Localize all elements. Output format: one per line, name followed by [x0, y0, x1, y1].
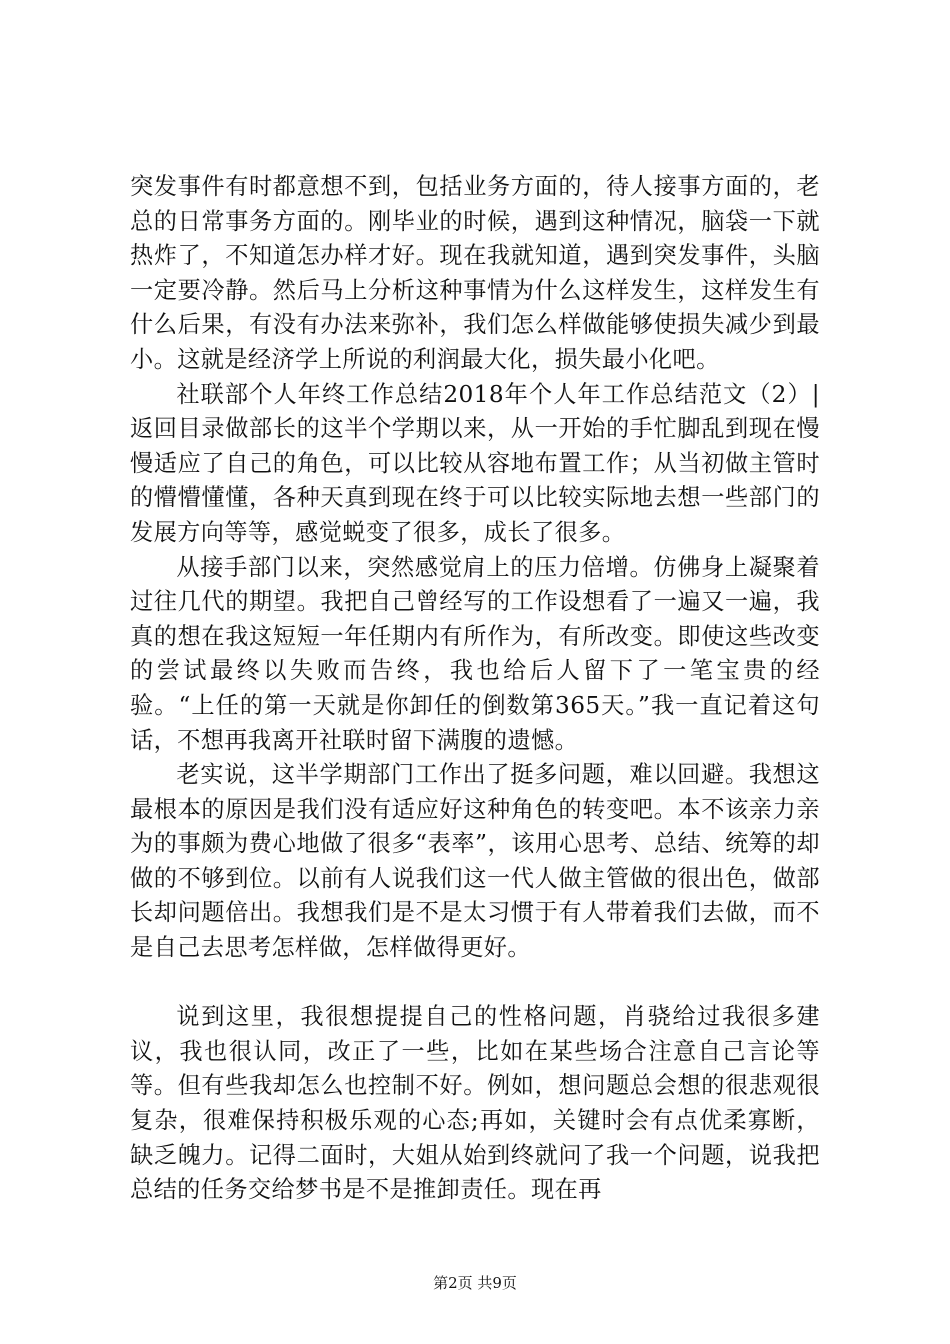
paragraph-2: 社联部个人年终工作总结2018年个人年工作总结范文（2）|返回目录做部长的这半个学期以来，从一开始的手忙脚乱到现在慢慢适应了自己的角色，可以比较从容地布置工作；从当初做主管时的懵懵懂懂，各种天真到现在终于可以比较实际地去想一些部门的发展方向等等，感觉蜕变了很多，成长了很多。 — [130, 380, 820, 546]
page-footer — [0, 1272, 950, 1293]
paragraph-3: 从接手部门以来，突然感觉肩上的压力倍增。仿佛身上凝聚着过往几代的期望。我把自己曾经写的工作设想看了一遍又一遍，我真的想在我这短短一年任期内有所作为，有所改变。即使这些改变的尝试最终以失败而告终，我也给后人留下了一笔宝贵的经验。“上任的第一天就是你卸任的倒数第365天。”我一直记着这句话，不想再我离开社联时留下满腹的遗憾。 — [130, 553, 820, 754]
page-number-label: 第2页 共9页 — [433, 1274, 517, 1292]
body-text — [130, 170, 820, 1208]
paragraph-1: 突发事件有时都意想不到，包括业务方面的，待人接事方面的，老总的日常事务方面的。刚毕业的时候，遇到这种情况，脑袋一下就热炸了，不知道怎办样才好。现在我就知道，遇到突发事件，头脑一定要冷静。然后马上分析这种事情为什么这样发生，这样发生有什么后果，有没有办法来弥补，我们怎么样做能够使损失减少到最小。这就是经济学上所说的利润最大化，损失最小化吧。 — [130, 173, 820, 373]
paragraph-5: 说到这里，我很想提提自己的性格问题，肖骁给过我很多建议，我也很认同，改正了一些，比如在某些场合注意自己言论等等。但有些我却怎么也控制不好。例如，想问题总会想的很悲观很复杂，很难保持积极乐观的心态;再如，关键时会有点优柔寡断，缺乏魄力。记得二面时，大姐从始到终就问了我一个问题，说我把总结的任务交给梦书是不是推卸责任。现在再 — [130, 1003, 820, 1204]
paragraph-4: 老实说，这半学期部门工作出了挺多问题，难以回避。我想这最根本的原因是我们没有适应好这种角色的转变吧。本不该亲力亲为的事颇为费心地做了很多“表率”，该用心思考、总结、统筹的却做的不够到位。以前有人说我们这一代人做主管做的很出色，做部长却问题倍出。我想我们是不是太习惯于有人带着我们去做，而不是自己去思考怎样做，怎样做得更好。 — [130, 761, 820, 962]
